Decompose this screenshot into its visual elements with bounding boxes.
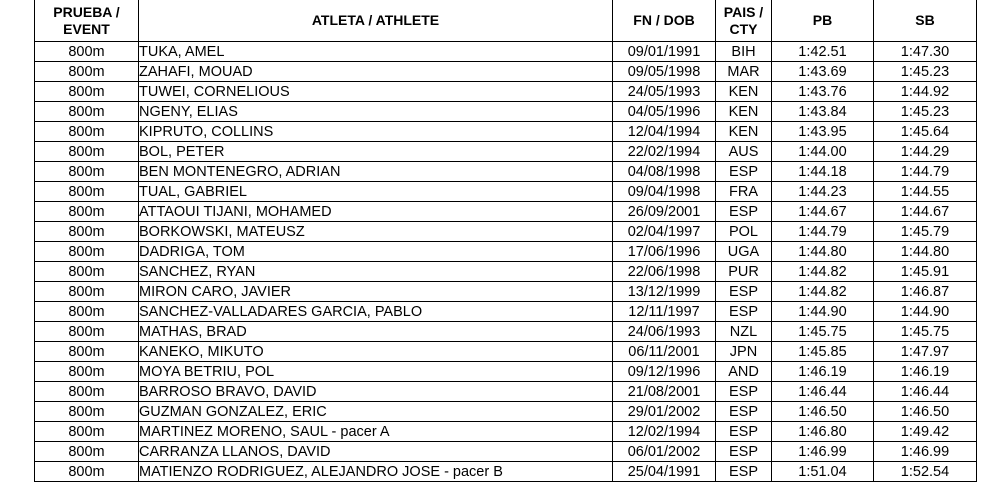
dob-cell: 17/06/1996	[613, 242, 716, 262]
cty-cell: UGA	[716, 242, 772, 262]
athlete-cell: TUAL, GABRIEL	[139, 182, 613, 202]
event-cell: 800m	[35, 302, 139, 322]
pb-cell: 1:43.95	[772, 122, 874, 142]
sb-cell: 1:45.23	[874, 62, 977, 82]
table-row	[35, 242, 977, 262]
sb-cell: 1:45.75	[874, 322, 977, 342]
event-cell: 800m	[35, 342, 139, 362]
dob-cell: 26/09/2001	[613, 202, 716, 222]
header-cty-line2: CTY	[729, 20, 758, 37]
pb-cell: 1:44.79	[772, 222, 874, 242]
sb-cell: 1:46.99	[874, 442, 977, 462]
pb-cell: 1:44.23	[772, 182, 874, 202]
header-event	[35, 0, 139, 42]
dob-cell: 12/04/1994	[613, 122, 716, 142]
dob-cell: 06/01/2002	[613, 442, 716, 462]
cty-cell: ESP	[716, 462, 772, 482]
athlete-cell: TUKA, AMEL	[139, 42, 613, 62]
sb-cell: 1:44.67	[874, 202, 977, 222]
athlete-cell: SANCHEZ, RYAN	[139, 262, 613, 282]
header-event-line2: EVENT	[63, 20, 110, 37]
table-row	[35, 282, 977, 302]
pb-cell: 1:44.00	[772, 142, 874, 162]
athlete-cell: MATHAS, BRAD	[139, 322, 613, 342]
event-cell: 800m	[35, 242, 139, 262]
cty-cell: BIH	[716, 42, 772, 62]
athlete-cell: BARROSO BRAVO, DAVID	[139, 382, 613, 402]
table-row	[35, 342, 977, 362]
table-row	[35, 142, 977, 162]
table-row	[35, 102, 977, 122]
dob-cell: 02/04/1997	[613, 222, 716, 242]
sb-cell: 1:45.23	[874, 102, 977, 122]
cty-cell: KEN	[716, 102, 772, 122]
event-cell: 800m	[35, 62, 139, 82]
athlete-cell: MOYA BETRIU, POL	[139, 362, 613, 382]
pb-cell: 1:46.19	[772, 362, 874, 382]
dob-cell: 06/11/2001	[613, 342, 716, 362]
header-event-line1: PRUEBA /	[53, 3, 120, 20]
sb-cell: 1:46.44	[874, 382, 977, 402]
athlete-cell: BOL, PETER	[139, 142, 613, 162]
sb-cell: 1:44.90	[874, 302, 977, 322]
cty-cell: AUS	[716, 142, 772, 162]
sb-cell: 1:45.79	[874, 222, 977, 242]
event-cell: 800m	[35, 142, 139, 162]
event-cell: 800m	[35, 222, 139, 242]
cty-cell: POL	[716, 222, 772, 242]
pb-cell: 1:46.99	[772, 442, 874, 462]
table-row	[35, 82, 977, 102]
event-cell: 800m	[35, 382, 139, 402]
pb-cell: 1:45.85	[772, 342, 874, 362]
cty-cell: JPN	[716, 342, 772, 362]
athlete-cell: DADRIGA, TOM	[139, 242, 613, 262]
athlete-cell: MARTINEZ MORENO, SAUL - pacer A	[139, 422, 613, 442]
sb-cell: 1:52.54	[874, 462, 977, 482]
entries-table	[34, 0, 977, 482]
table-row	[35, 162, 977, 182]
cty-cell: KEN	[716, 82, 772, 102]
cty-cell: ESP	[716, 402, 772, 422]
cty-cell: MAR	[716, 62, 772, 82]
event-cell: 800m	[35, 42, 139, 62]
dob-cell: 24/06/1993	[613, 322, 716, 342]
sb-cell: 1:47.97	[874, 342, 977, 362]
dob-cell: 04/05/1996	[613, 102, 716, 122]
event-cell: 800m	[35, 462, 139, 482]
dob-cell: 22/02/1994	[613, 142, 716, 162]
cty-cell: ESP	[716, 162, 772, 182]
event-cell: 800m	[35, 282, 139, 302]
pb-cell: 1:43.84	[772, 102, 874, 122]
sb-cell: 1:47.30	[874, 42, 977, 62]
table-body	[35, 42, 977, 482]
pb-cell: 1:44.90	[772, 302, 874, 322]
pb-cell: 1:43.76	[772, 82, 874, 102]
dob-cell: 21/08/2001	[613, 382, 716, 402]
pb-cell: 1:44.18	[772, 162, 874, 182]
dob-cell: 24/05/1993	[613, 82, 716, 102]
athlete-cell: GUZMAN GONZALEZ, ERIC	[139, 402, 613, 422]
event-cell: 800m	[35, 122, 139, 142]
pb-cell: 1:44.80	[772, 242, 874, 262]
dob-cell: 12/02/1994	[613, 422, 716, 442]
table-row	[35, 202, 977, 222]
sb-cell: 1:44.79	[874, 162, 977, 182]
pb-cell: 1:42.51	[772, 42, 874, 62]
header-athlete: ATLETA / ATHLETE	[139, 0, 613, 42]
pb-cell: 1:46.80	[772, 422, 874, 442]
cty-cell: ESP	[716, 382, 772, 402]
pb-cell: 1:45.75	[772, 322, 874, 342]
event-cell: 800m	[35, 262, 139, 282]
header-sb: SB	[874, 0, 977, 42]
table-row	[35, 362, 977, 382]
table-row	[35, 402, 977, 422]
pb-cell: 1:44.82	[772, 282, 874, 302]
athlete-cell: CARRANZA LLANOS, DAVID	[139, 442, 613, 462]
cty-cell: ESP	[716, 202, 772, 222]
sb-cell: 1:44.55	[874, 182, 977, 202]
pb-cell: 1:43.69	[772, 62, 874, 82]
event-cell: 800m	[35, 402, 139, 422]
cty-cell: ESP	[716, 302, 772, 322]
sb-cell: 1:45.64	[874, 122, 977, 142]
table-row	[35, 462, 977, 482]
table-row	[35, 182, 977, 202]
athlete-cell: NGENY, ELIAS	[139, 102, 613, 122]
pb-cell: 1:46.44	[772, 382, 874, 402]
table-row	[35, 62, 977, 82]
event-cell: 800m	[35, 82, 139, 102]
table-row	[35, 322, 977, 342]
athlete-cell: ATTAOUI TIJANI, MOHAMED	[139, 202, 613, 222]
cty-cell: ESP	[716, 442, 772, 462]
event-cell: 800m	[35, 162, 139, 182]
header-pb: PB	[772, 0, 874, 42]
sb-cell: 1:49.42	[874, 422, 977, 442]
table-row	[35, 262, 977, 282]
cty-cell: AND	[716, 362, 772, 382]
pb-cell: 1:44.82	[772, 262, 874, 282]
sb-cell: 1:46.50	[874, 402, 977, 422]
sb-cell: 1:44.92	[874, 82, 977, 102]
table-row	[35, 422, 977, 442]
dob-cell: 09/01/1991	[613, 42, 716, 62]
table-row	[35, 222, 977, 242]
cty-cell: FRA	[716, 182, 772, 202]
pb-cell: 1:51.04	[772, 462, 874, 482]
header-cty-line1: PAIS /	[723, 3, 764, 20]
event-cell: 800m	[35, 362, 139, 382]
dob-cell: 09/12/1996	[613, 362, 716, 382]
pb-cell: 1:44.67	[772, 202, 874, 222]
athlete-cell: KANEKO, MIKUTO	[139, 342, 613, 362]
athlete-cell: BORKOWSKI, MATEUSZ	[139, 222, 613, 242]
dob-cell: 09/04/1998	[613, 182, 716, 202]
dob-cell: 04/08/1998	[613, 162, 716, 182]
table-row	[35, 302, 977, 322]
cty-cell: NZL	[716, 322, 772, 342]
cty-cell: ESP	[716, 282, 772, 302]
athlete-cell: MIRON CARO, JAVIER	[139, 282, 613, 302]
event-cell: 800m	[35, 442, 139, 462]
dob-cell: 25/04/1991	[613, 462, 716, 482]
athlete-cell: BEN MONTENEGRO, ADRIAN	[139, 162, 613, 182]
header-cty	[716, 0, 772, 42]
dob-cell: 12/11/1997	[613, 302, 716, 322]
event-cell: 800m	[35, 102, 139, 122]
table-row	[35, 382, 977, 402]
event-cell: 800m	[35, 202, 139, 222]
dob-cell: 29/01/2002	[613, 402, 716, 422]
dob-cell: 13/12/1999	[613, 282, 716, 302]
table-row	[35, 122, 977, 142]
event-cell: 800m	[35, 182, 139, 202]
athlete-cell: ZAHAFI, MOUAD	[139, 62, 613, 82]
header-dob: FN / DOB	[613, 0, 716, 42]
cty-cell: ESP	[716, 422, 772, 442]
dob-cell: 22/06/1998	[613, 262, 716, 282]
dob-cell: 09/05/1998	[613, 62, 716, 82]
sb-cell: 1:46.87	[874, 282, 977, 302]
table-header-row	[35, 0, 977, 42]
athlete-cell: KIPRUTO, COLLINS	[139, 122, 613, 142]
sb-cell: 1:46.19	[874, 362, 977, 382]
event-cell: 800m	[35, 422, 139, 442]
athlete-cell: TUWEI, CORNELIOUS	[139, 82, 613, 102]
sb-cell: 1:45.91	[874, 262, 977, 282]
sb-cell: 1:44.29	[874, 142, 977, 162]
pb-cell: 1:46.50	[772, 402, 874, 422]
cty-cell: PUR	[716, 262, 772, 282]
athlete-cell: SANCHEZ-VALLADARES GARCIA, PABLO	[139, 302, 613, 322]
table-row	[35, 42, 977, 62]
athlete-cell: MATIENZO RODRIGUEZ, ALEJANDRO JOSE - pacer B	[139, 462, 613, 482]
cty-cell: KEN	[716, 122, 772, 142]
event-cell: 800m	[35, 322, 139, 342]
table-row	[35, 442, 977, 462]
sb-cell: 1:44.80	[874, 242, 977, 262]
